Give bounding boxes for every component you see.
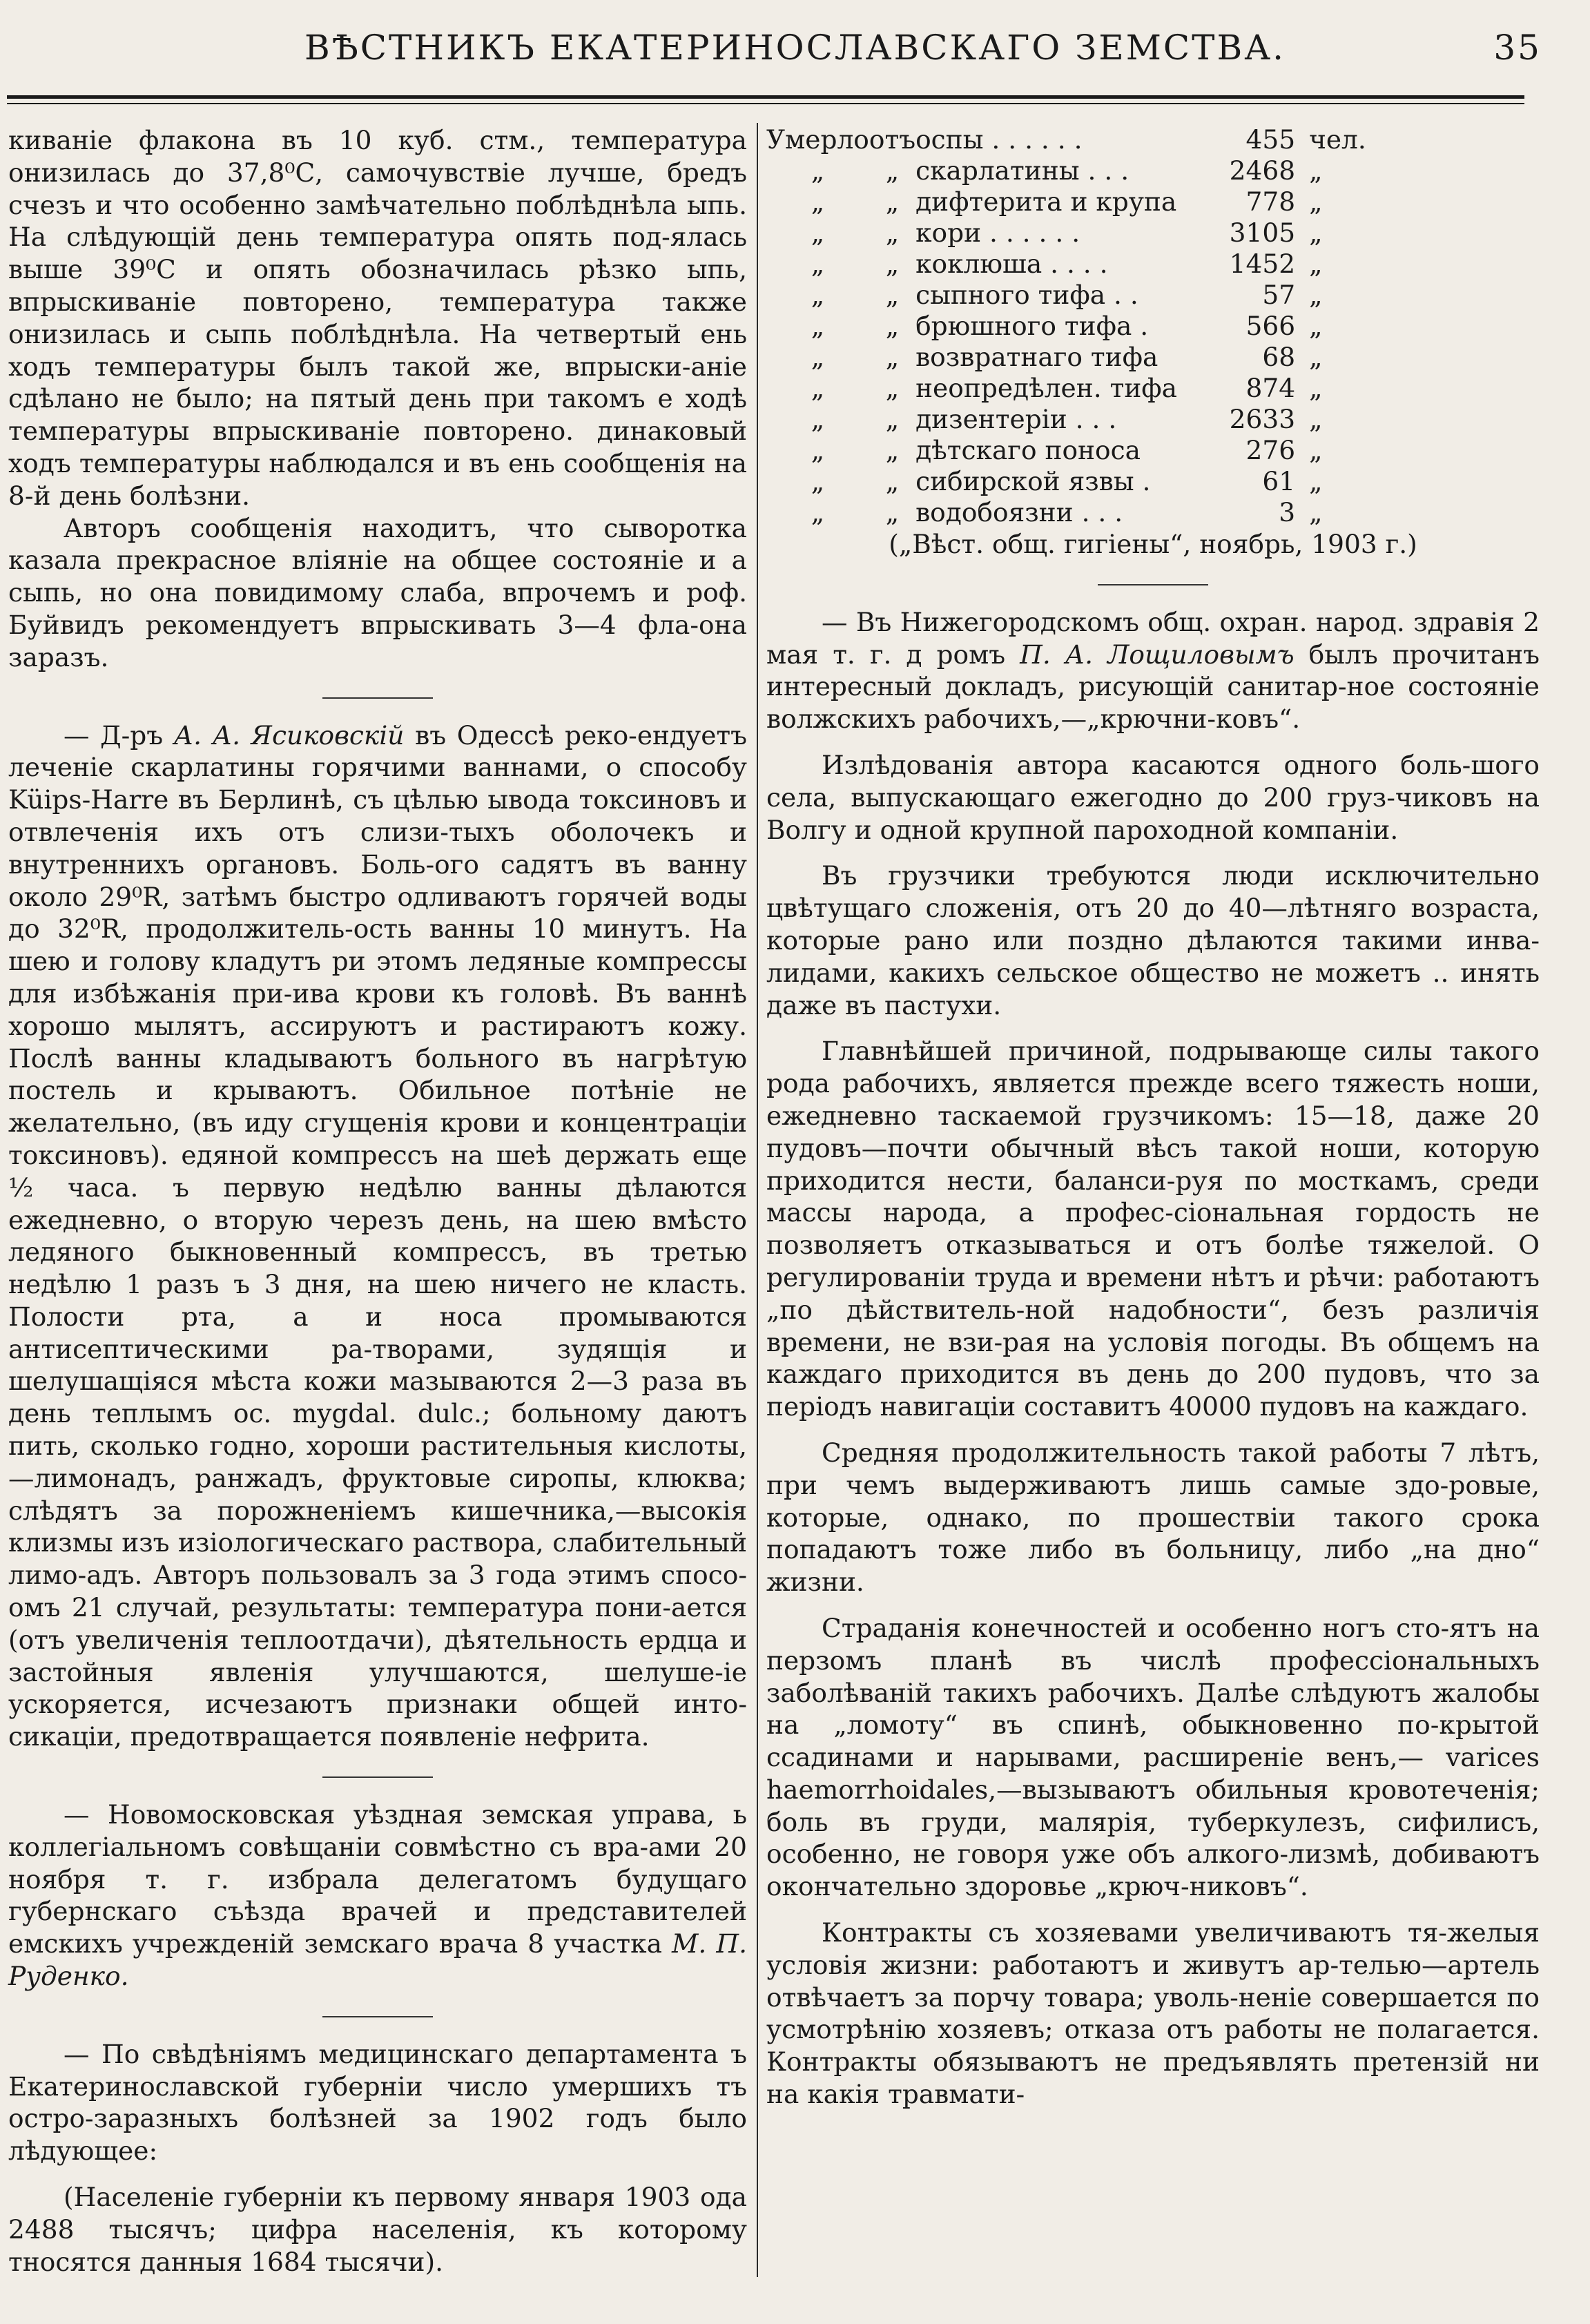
row-preposition: „: [885, 217, 900, 248]
mortality-row: [766, 311, 1540, 342]
mortality-row: [766, 435, 1540, 466]
mortality-row: [766, 155, 1540, 186]
paragraph-research: Излѣдованія автора касаются одного боль-шого села, выпускающаго ежегодно до 200 груз-чиковъ на Волгу и одной крупной пароходной компаніи.: [766, 749, 1540, 845]
death-count: 68: [1262, 342, 1296, 372]
row-preposition: „: [885, 435, 900, 465]
row-preposition: „: [885, 404, 900, 434]
disease-name: дифтерита и крупа: [915, 186, 1177, 217]
section-separator: [322, 2016, 433, 2017]
mortality-row: [766, 124, 1540, 155]
row-label: „: [811, 342, 825, 372]
unit-label: „: [1309, 373, 1323, 403]
left-column: [8, 124, 747, 2278]
disease-name: сибирской язвы .: [915, 466, 1151, 496]
row-label: „: [811, 435, 825, 465]
row-label: „: [811, 186, 825, 217]
text-body: — Новомосковская уѣздная земская управа, ь коллегіальномъ совѣщаніи совмѣстно съ вра-ами 20 ноября т. г. избрала делегатомъ будущаго губернскаго съѣзда врачей и представителей емскихъ учрежденій земскаго врача 8 участка: [8, 1799, 747, 1959]
row-preposition: „: [885, 249, 900, 279]
paragraph-author-conclusion: Авторъ сообщенія находитъ, что сыворотка казала прекрасное вліяніе на общее состояніе и а сыпь, но она повидимому слаба, впрочемъ и роф. Буйвидъ рекомендуетъ впрыскивать 3—4 фла-она заразъ.: [8, 512, 747, 672]
mortality-table: [766, 124, 1540, 528]
unit-label: „: [1309, 497, 1323, 527]
death-count: 455: [1245, 124, 1296, 155]
death-count: 61: [1262, 466, 1296, 496]
unit-label: „: [1309, 342, 1323, 372]
row-preposition: „: [885, 466, 900, 496]
death-count: 566: [1245, 311, 1296, 341]
paragraph-work-duration: Средняя продолжительность такой работы 7 лѣтъ, при чемъ выдерживаютъ лишь самые здо-ровые, которые, однако, по прошествіи такого срока попадаютъ тоже либо въ больницу, либо „на дно“ жизни.: [766, 1437, 1540, 1598]
mortality-row: [766, 217, 1540, 249]
section-separator: [322, 1776, 433, 1778]
disease-name: водобоязни . . .: [915, 497, 1123, 527]
disease-name: брюшного тифа .: [915, 311, 1149, 341]
disease-name: возвратнаго тифа: [915, 342, 1158, 372]
paragraph-contracts: Контракты съ хозяевами увеличиваютъ тя-желыя условія жизни: работаютъ и живутъ ар-телью—артель отвѣчаетъ за порчу товара; уволь-неніе совершается по усмотрѣнію хозяевъ; отказа отъ работы не полагается. Контракты обязываютъ не предъявлять претензій ни на какія травмати-: [766, 1917, 1540, 2110]
row-label: „: [811, 311, 825, 341]
mortality-row: [766, 342, 1540, 373]
disease-name: кори . . . . . .: [915, 217, 1080, 248]
unit-label: „: [1309, 466, 1323, 496]
mortality-row: [766, 373, 1540, 404]
disease-name: сыпного тифа . .: [915, 280, 1138, 310]
paragraph-diseases: Страданія конечностей и особенно ногъ сто-ятъ на перзомъ планѣ въ числѣ профессіональныхъ заболѣваній такихъ рабочихъ. Далѣе слѣдуютъ жалобы на „ломоту“ въ спинѣ, обыкновенно по-крытой ссадинами и нарывами, расширеніе венъ,— varices haemorrhoidales,—вызываютъ обильныя кровотеченія; боль въ груди, малярія, туберкулезъ, сифилисъ, особенно, не говоря уже объ алкого-лизмѣ, добиваютъ окончательно здоровье „крюч-никовъ“.: [766, 1612, 1540, 1902]
right-column: [766, 124, 1540, 2111]
row-label: „: [811, 404, 825, 434]
row-label: „: [811, 217, 825, 248]
unit-label: чел.: [1309, 124, 1366, 155]
running-header: [0, 22, 1590, 91]
journal-title: ВѢСТНИКЪ ЕКАТЕРИНОСЛАВСКАГО ЗЕМСТВА.: [304, 28, 1286, 68]
text-rest: въ Одессѣ реко-ендуетъ леченіе скарлатины горячими ваннами, о способу Küips-Harre въ Берлинѣ, съ цѣлью ывода токсиновъ и отвлеченія ихъ отъ слизи-тыхъ оболочекъ и внутреннихъ органовъ. Боль-ого садятъ въ ванну около 29⁰R, затѣмъ быстро одливаютъ горячей воды до 32⁰R, продолжитель-ость ванны 10 минутъ. На шею и голову кладутъ ри этомъ ледяные компрессы для избѣжанія при-ива крови къ головѣ. Въ ваннѣ хорошо мылятъ, ассируютъ и растираютъ кожу. Послѣ ванны кладываютъ больного въ нагрѣтую постель и крываютъ. Обильное потѣніе не желательно, (въ иду сгущенія крови и концентраціи токсиновъ). едяной компрессъ на шеѣ держать еще ½ часа. ъ первую недѣлю ванны дѣлаются ежедневно, о вторую черезъ день, на шею вмѣсто ледяного быкновенный компрессъ, въ третью недѣлю 1 разъ ъ 3 дня, на шею ничего не класть. Полости рта, а и носа промываются антисептическими ра-творами, зудящія и шелушащіяся мѣста кожи мазываются 2—3 раза въ день теплымъ ос. mygdal. dulc.; больному даютъ пить, сколько годно, хороши растительныя кислоты,—лимонадъ, ранжадъ, фруктовые сиропы, клюква; слѣдятъ за порожненіемъ кишечника,—высокія клизмы изъ изіологическаго раствора, слабительный лимо-адъ. Авторъ пользовалъ за 3 года этимъ спосо-омъ 21 случай, результаты: температура пони-ается (отъ увеличенія теплоотдачи), дѣятельность ердца и застойныя явленія улучшаются, шелуше-іе ускоряется, исчезаютъ признаки общей инто-сикаціи, предотвращается появленіе нефрита.: [8, 719, 747, 1752]
unit-label: „: [1309, 155, 1323, 186]
row-preposition: „: [885, 311, 900, 341]
death-count: 1452: [1229, 249, 1296, 279]
row-preposition: отъ: [869, 124, 916, 155]
unit-label: „: [1309, 311, 1323, 341]
unit-label: „: [1309, 435, 1323, 465]
disease-name: скарлатины . . .: [915, 155, 1130, 186]
unit-label: „: [1309, 280, 1323, 310]
death-count: 3105: [1229, 217, 1296, 248]
row-label: „: [811, 155, 825, 186]
unit-label: „: [1309, 249, 1323, 279]
text-start: — Д-ръ: [64, 719, 174, 751]
disease-name: дизентеріи . . .: [915, 404, 1117, 434]
row-label: Умерло: [766, 124, 869, 155]
row-preposition: „: [885, 373, 900, 403]
disease-name: коклюша . . . .: [915, 249, 1108, 279]
mortality-row: [766, 497, 1540, 528]
mortality-row: [766, 249, 1540, 280]
mortality-row: [766, 404, 1540, 435]
mortality-row: [766, 466, 1540, 497]
paragraph-yasikovsky: [8, 719, 747, 1754]
row-preposition: „: [885, 342, 900, 372]
row-label: „: [811, 466, 825, 496]
death-count: 3: [1279, 497, 1296, 527]
row-preposition: „: [885, 280, 900, 310]
row-label: „: [811, 373, 825, 403]
paragraph-medical-department: — По свѣдѣніямъ медицинскаго департамента ъ Екатеринославской губерніи число умершихъ тъ остро-заразныхъ болѣзней за 1902 годъ было лѣдующее:: [8, 2038, 747, 2167]
section-separator: [322, 697, 433, 699]
row-label: „: [811, 249, 825, 279]
speaker-name: П. А. Лощиловымъ: [1020, 639, 1295, 670]
author-name: А. А. Ясиковскій: [173, 719, 405, 751]
death-count: 874: [1245, 373, 1296, 403]
page-number: 35: [1493, 28, 1542, 68]
header-rule-thin: [7, 103, 1524, 104]
text-start: — Въ Нижегородскомъ общ. охран. народ. здравія 2 мая т. г. д ромъ: [766, 606, 1540, 670]
row-label: „: [811, 497, 825, 527]
row-label: „: [811, 280, 825, 310]
paragraph-loaders-requirements: Въ грузчики требуются люди исключительно цвѣтущаго сложенія, отъ 20 до 40—лѣтняго возраста, которые рано или поздно дѣлаются такими инва-лидами, какихъ сельское общество не можетъ .. инять даже въ пастухи.: [766, 860, 1540, 1020]
death-count: 2468: [1229, 155, 1296, 186]
row-preposition: „: [885, 186, 900, 217]
disease-name: неопредѣлен. тифа: [915, 373, 1178, 403]
death-count: 2633: [1229, 404, 1296, 434]
paragraph-serum-case: киваніе флакона въ 10 куб. стм., температура онизилась до 37,8⁰С, самочувствіе лучше, бредъ счезъ и что особенно замѣчательно поблѣднѣла ыпь. На слѣдующій день температура опять под-ялась выше 39⁰С и опять обозначилась рѣзко ыпь, впрыскиваніе повторено, температура также онизилась и сыпь поблѣднѣла. На четвертый ень ходъ температуры былъ такой же, впрыски-аніе сдѣлано не было; на пятый день при такомъ е ходѣ температуры впрыскиваніе повторено. динаковый ходъ температуры наблюдался и въ ень сообщенія на 8-й день болѣзни.: [8, 125, 747, 511]
column-divider: [757, 123, 758, 2277]
disease-name: дѣтскаго поноса: [915, 435, 1141, 465]
unit-label: „: [1309, 404, 1323, 434]
unit-label: „: [1309, 217, 1323, 248]
death-count: 276: [1245, 435, 1296, 465]
unit-label: „: [1309, 186, 1323, 217]
mortality-row: [766, 186, 1540, 217]
row-preposition: „: [885, 497, 900, 527]
paragraph-nizhny-novgorod: [766, 606, 1540, 735]
delegate-name: М. П. Руденко.: [8, 1928, 748, 1992]
row-preposition: „: [885, 155, 900, 186]
mortality-row: [766, 280, 1540, 311]
paragraph-novomoskovsk: [8, 1799, 747, 1993]
disease-name: оспы . . . . . .: [915, 124, 1083, 155]
header-rule-thick: [7, 95, 1524, 99]
text-rest: былъ прочитанъ интересный докладъ, рисующій санитар-ное состояніе волжскихъ рабочихъ,—„крючни-ковъ“.: [766, 639, 1540, 735]
paragraph-main-cause: Главнѣйшей причиной, подрывающе силы такого рода рабочихъ, является прежде всего тяжесть ноши, ежедневно таскаемой грузчикомъ: 15—18, даже 20 пудовъ—почти обычный вѣсъ такой ноши, которую приходится нести, баланси-руя по мосткамъ, среди массы народа, а профес-сіональная гордость не позволяетъ отказываться и отъ болѣе тяжелой. О регулированіи труда и времени нѣтъ и рѣчи: работаютъ „по дѣйствитель-ной надобности“, безъ различія времени, не взи-рая на условія погоды. Въ общемъ на каждаго приходится въ день до 200 пудовъ, что за періодъ навигаціи составитъ 40000 пудовъ на каждаго.: [766, 1036, 1540, 1422]
stats-source: („Вѣст. общ. гигіены“, ноябрь, 1903 г.): [889, 529, 1417, 559]
death-count: 57: [1262, 280, 1296, 310]
death-count: 778: [1245, 186, 1296, 217]
section-separator: [1098, 584, 1208, 585]
paragraph-population-note: (Населеніе губерніи къ первому января 1903 ода 2488 тысячъ; цифра населенія, къ которому тносятся данныя 1684 тысячи).: [8, 2182, 747, 2277]
